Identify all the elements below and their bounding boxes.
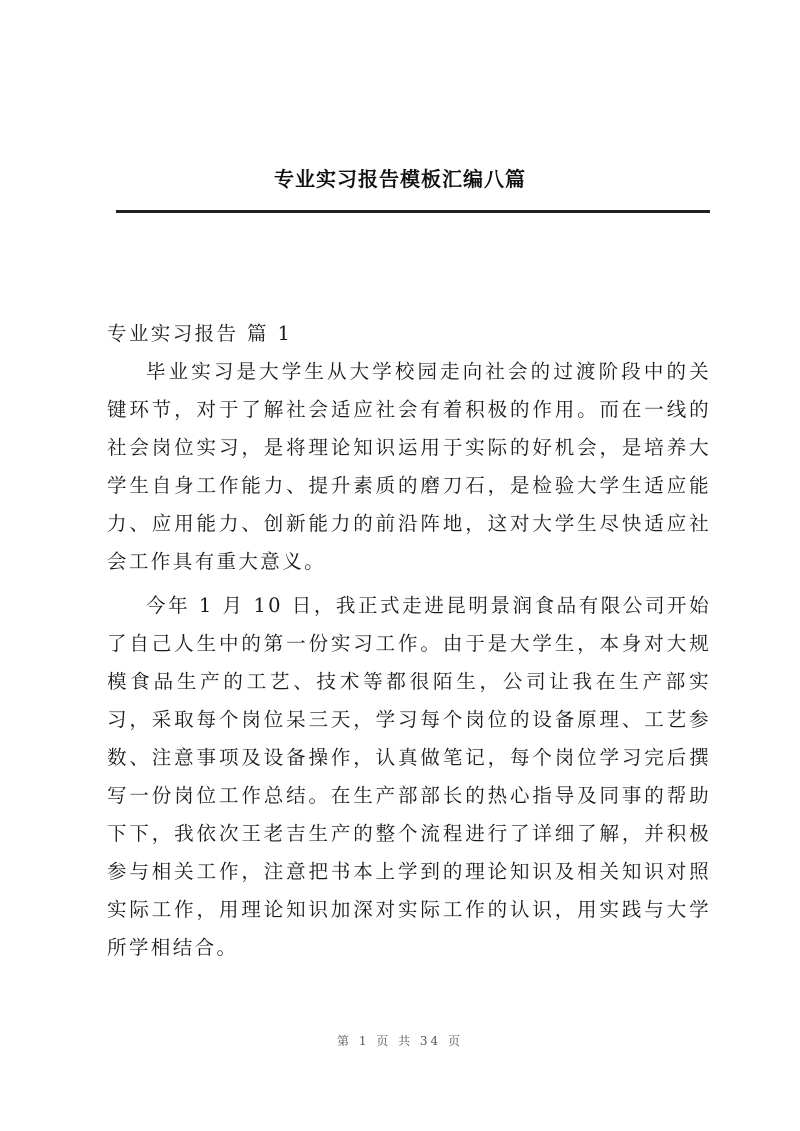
page-number-footer: 第 1 页 共 34 页 xyxy=(337,1034,463,1048)
document-body xyxy=(107,315,711,967)
paragraph-2: 今年 1 月 10 日，我正式走进昆明景润食品有限公司开始了自己人生中的第一份实习工作。由于是大学生，本身对大规模食品生产的工艺、技术等都很陌生，公司让我在生产部实习，采取每个岗位呆三天，学习每个岗位的设备原理、工艺参数、注意事项及设备操作，认真做笔记，每个岗位学习完后撰写一份岗位工作总结。在生产部部长的热心指导及同事的帮助下下，我依次王老吉生产的整个流程进行了详细了解，并积极参与相关工作，注意把书本上学到的理论知识及相关知识对照实际工作，用理论知识加深对实际工作的认识，用实践与大学所学相结合。 xyxy=(107,594,711,959)
paragraph-1: 毕业实习是大学生从大学校园走向社会的过渡阶段中的关键环节，对于了解社会适应社会有着积极的作用。而在一线的社会岗位实习，是将理论知识运用于实际的好机会，是培养大学生自身工作能力、提升素质的磨刀石，是检验大学生适应能力、应用能力、创新能力的前沿阵地，这对大学生尽快适应社会工作具有重大意义。 xyxy=(107,360,711,573)
section-heading: 专业实习报告 篇 1 xyxy=(107,322,293,345)
document-title: 专业实习报告模板汇编八篇 xyxy=(274,167,526,191)
title-underline xyxy=(116,210,710,213)
